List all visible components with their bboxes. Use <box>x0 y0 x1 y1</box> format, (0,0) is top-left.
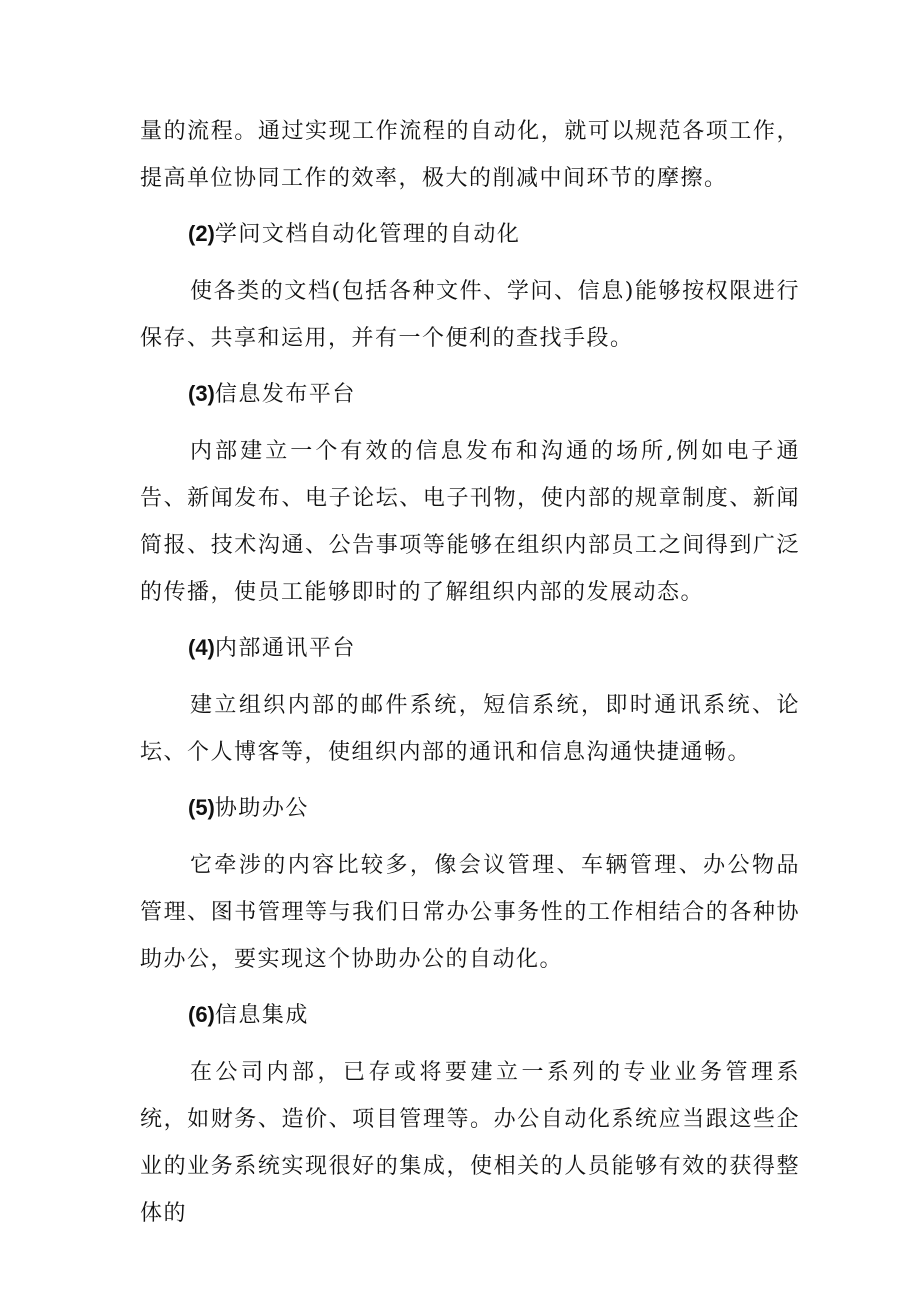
heading-knowledge-docs <box>140 210 800 258</box>
heading-number: (2) <box>188 221 215 246</box>
paragraph-assist-office: 它牵涉的内容比较多，像会议管理、车辆管理、办公物品管理、图书管理等与我们日常办公事务性的工作相结合的各种协助办公，要实现这个协助办公的自动化。 <box>140 853 800 972</box>
paragraph-knowledge-docs: 使各类的文档(包括各种文件、学问、信息)能够按权限进行保存、共享和运用，并有一个便利的查找手段。 <box>140 279 800 351</box>
heading-info-integration <box>140 991 800 1039</box>
heading-text: 信息集成 <box>214 1003 309 1028</box>
heading-number: (3) <box>188 381 215 406</box>
heading-internal-comm <box>140 624 800 672</box>
heading-text: 信息发布平台 <box>214 382 356 407</box>
paragraph-info-publish: 内部建立一个有效的信息发布和沟通的场所,例如电子通告、新闻发布、电子论坛、电子刊物，使内部的规章制度、新闻简报、技术沟通、公告事项等能够在组织内部员工之间得到广泛的传播，使员工能够即时的了解组织内部的发展动态。 <box>140 439 800 605</box>
heading-number: (6) <box>188 1002 215 1027</box>
heading-number: (4) <box>188 635 215 660</box>
heading-assist-office <box>140 784 800 832</box>
heading-info-publish <box>140 370 800 418</box>
heading-text: 学问文档自动化管理的自动化 <box>214 222 521 247</box>
paragraph-internal-comm: 建立组织内部的邮件系统，短信系统，即时通讯系统、论坛、个人博客等，使组织内部的通讯和信息沟通快捷通畅。 <box>140 693 800 765</box>
heading-text: 协助办公 <box>214 796 309 821</box>
document-page <box>140 108 800 1237</box>
heading-number: (5) <box>188 795 215 820</box>
heading-text: 内部通讯平台 <box>214 636 356 661</box>
paragraph-workflow-end: 量的流程。通过实现工作流程的自动化，就可以规范各项工作，提高单位协同工作的效率，极大的削减中间环节的摩擦。 <box>140 119 800 191</box>
paragraph-info-integration: 在公司内部，已存或将要建立一系列的专业业务管理系统，如财务、造价、项目管理等。办公自动化系统应当跟这些企业的业务系统实现很好的集成，使相关的人员能够有效的获得整体的 <box>140 1060 800 1226</box>
